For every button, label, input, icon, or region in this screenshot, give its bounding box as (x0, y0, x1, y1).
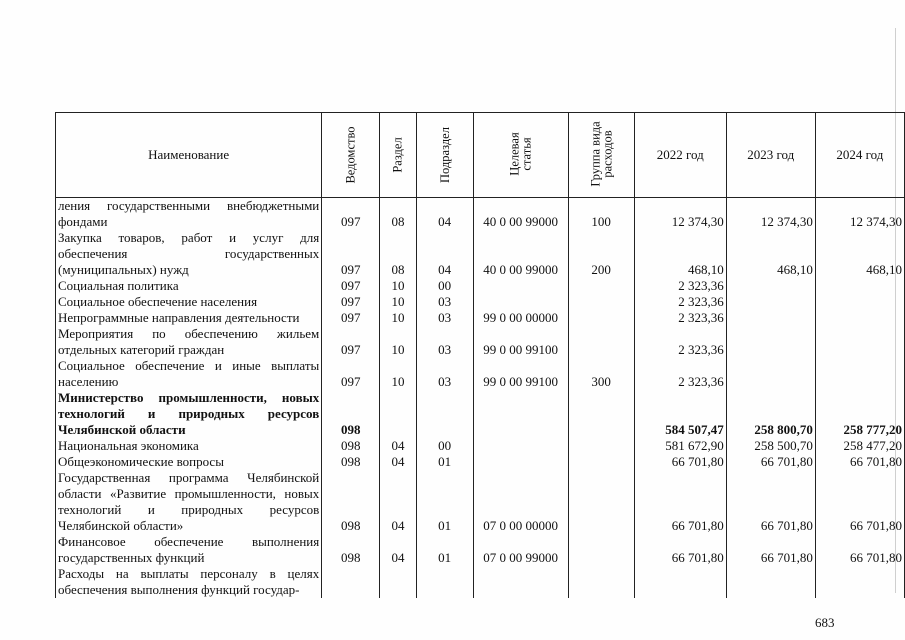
row-name: Мероприятия по обеспечению жильем отдельных категорий граждан (56, 326, 322, 358)
row-2024 (815, 310, 904, 326)
row-section: 04 (380, 470, 416, 534)
row-group (568, 310, 634, 326)
row-target (473, 390, 568, 438)
row-2022: 581 672,90 (634, 438, 726, 454)
row-group (568, 534, 634, 566)
row-dept: 098 (322, 390, 380, 438)
row-subsection: 01 (416, 470, 473, 534)
row-subsection: 03 (416, 310, 473, 326)
row-dept: 097 (322, 198, 380, 231)
header-section: Раздел (380, 113, 416, 198)
row-name: Министерство промышленности, новых технологий и природных ресурсов Челябинской области (56, 390, 322, 438)
table-row (56, 470, 905, 534)
row-2023 (726, 294, 815, 310)
table-row (56, 294, 905, 310)
row-dept: 097 (322, 358, 380, 390)
row-2022: 2 323,36 (634, 294, 726, 310)
table-row (56, 198, 905, 231)
row-target: 40 0 00 99000 (473, 230, 568, 278)
row-dept (322, 566, 380, 598)
row-subsection: 03 (416, 294, 473, 310)
row-subsection: 03 (416, 358, 473, 390)
header-2022: 2022 год (634, 113, 726, 198)
row-2022: 66 701,80 (634, 454, 726, 470)
row-subsection (416, 390, 473, 438)
row-2023: 258 800,70 (726, 390, 815, 438)
row-group: 200 (568, 230, 634, 278)
row-2022: 66 701,80 (634, 470, 726, 534)
row-2023: 12 374,30 (726, 198, 815, 231)
row-2023: 468,10 (726, 230, 815, 278)
header-group: Группа вида расходов (568, 113, 634, 198)
row-group: 300 (568, 358, 634, 390)
row-dept: 098 (322, 454, 380, 470)
table-row (56, 326, 905, 358)
row-group: 100 (568, 198, 634, 231)
table-body (56, 198, 905, 599)
row-subsection: 00 (416, 278, 473, 294)
row-name: Социальное обеспечение населения (56, 294, 322, 310)
row-2023 (726, 326, 815, 358)
row-2023: 66 701,80 (726, 534, 815, 566)
page-number: 683 (815, 615, 835, 630)
row-target: 07 0 00 00000 (473, 470, 568, 534)
row-2024 (815, 358, 904, 390)
row-group (568, 326, 634, 358)
row-2024 (815, 294, 904, 310)
row-2022: 2 323,36 (634, 358, 726, 390)
row-dept: 098 (322, 534, 380, 566)
row-2023: 66 701,80 (726, 454, 815, 470)
row-subsection: 04 (416, 198, 473, 231)
row-2023 (726, 310, 815, 326)
row-dept: 097 (322, 278, 380, 294)
header-2023: 2023 год (726, 113, 815, 198)
row-2022: 468,10 (634, 230, 726, 278)
row-dept: 097 (322, 326, 380, 358)
row-dept: 098 (322, 470, 380, 534)
table-row (56, 310, 905, 326)
row-2023 (726, 358, 815, 390)
row-2022: 2 323,36 (634, 310, 726, 326)
row-2024 (815, 326, 904, 358)
header-name: Наименование (56, 113, 322, 198)
row-dept: 097 (322, 230, 380, 278)
row-target: 99 0 00 00000 (473, 310, 568, 326)
row-name: Социальное обеспечение и иные выплаты населению (56, 358, 322, 390)
header-row (56, 113, 905, 198)
header-dept: Ведомство (322, 113, 380, 198)
row-subsection: 03 (416, 326, 473, 358)
row-target: 99 0 00 99100 (473, 326, 568, 358)
row-2022: 584 507,47 (634, 390, 726, 438)
row-2022: 12 374,30 (634, 198, 726, 231)
row-name: Закупка товаров, работ и услуг для обеспечения государственных (муниципальных) нужд (56, 230, 322, 278)
row-group (568, 438, 634, 454)
row-group (568, 294, 634, 310)
row-2024: 66 701,80 (815, 454, 904, 470)
row-target (473, 454, 568, 470)
row-target: 99 0 00 99100 (473, 358, 568, 390)
row-section: 08 (380, 198, 416, 231)
row-target (473, 438, 568, 454)
row-2024 (815, 278, 904, 294)
row-2023 (726, 278, 815, 294)
row-section: 10 (380, 326, 416, 358)
row-section: 10 (380, 310, 416, 326)
row-name: Общеэкономические вопросы (56, 454, 322, 470)
row-dept: 098 (322, 438, 380, 454)
row-2024: 258 477,20 (815, 438, 904, 454)
row-2022: 66 701,80 (634, 534, 726, 566)
row-group (568, 566, 634, 598)
row-2024: 66 701,80 (815, 470, 904, 534)
table-row (56, 278, 905, 294)
row-section: 10 (380, 358, 416, 390)
row-subsection: 00 (416, 438, 473, 454)
table-row (56, 534, 905, 566)
row-group (568, 454, 634, 470)
table-row (56, 438, 905, 454)
row-2022: 2 323,36 (634, 278, 726, 294)
row-2024: 12 374,30 (815, 198, 904, 231)
row-group (568, 278, 634, 294)
row-section (380, 390, 416, 438)
row-name: Непрограммные направления деятельности (56, 310, 322, 326)
header-target: Целевая статья (473, 113, 568, 198)
budget-table (55, 112, 905, 598)
row-group (568, 390, 634, 438)
row-target: 40 0 00 99000 (473, 198, 568, 231)
row-dept: 097 (322, 310, 380, 326)
row-2022 (634, 566, 726, 598)
row-target (473, 294, 568, 310)
row-2023: 258 500,70 (726, 438, 815, 454)
row-section: 10 (380, 294, 416, 310)
row-section: 04 (380, 454, 416, 470)
row-subsection: 04 (416, 230, 473, 278)
row-name: Расходы на выплаты персоналу в целях обеспечения выполнения функций государ- (56, 566, 322, 598)
row-2024: 66 701,80 (815, 534, 904, 566)
row-section (380, 566, 416, 598)
table-row (56, 566, 905, 598)
header-subsection: Подраздел (416, 113, 473, 198)
table-row (56, 390, 905, 438)
table-row (56, 454, 905, 470)
row-2024: 468,10 (815, 230, 904, 278)
row-target: 07 0 00 99000 (473, 534, 568, 566)
row-2024 (815, 566, 904, 598)
row-section: 08 (380, 230, 416, 278)
row-subsection: 01 (416, 534, 473, 566)
header-2024: 2024 год (815, 113, 904, 198)
row-name: Государственная программа Челябинской области «Развитие промышленности, новых технологий и природных ресурсов Челябинской области» (56, 470, 322, 534)
table-row (56, 358, 905, 390)
row-name: Финансовое обеспечение выполнения государственных функций (56, 534, 322, 566)
row-group (568, 470, 634, 534)
row-2022: 2 323,36 (634, 326, 726, 358)
row-name: Национальная экономика (56, 438, 322, 454)
row-name: Социальная политика (56, 278, 322, 294)
row-2023 (726, 566, 815, 598)
row-subsection: 01 (416, 454, 473, 470)
row-section: 10 (380, 278, 416, 294)
row-section: 04 (380, 438, 416, 454)
row-target (473, 278, 568, 294)
row-name: ления государственными внебюджетными фондами (56, 198, 322, 231)
row-dept: 097 (322, 294, 380, 310)
row-2024: 258 777,20 (815, 390, 904, 438)
table-row (56, 230, 905, 278)
row-2023: 66 701,80 (726, 470, 815, 534)
row-section: 04 (380, 534, 416, 566)
row-target (473, 566, 568, 598)
row-subsection (416, 566, 473, 598)
